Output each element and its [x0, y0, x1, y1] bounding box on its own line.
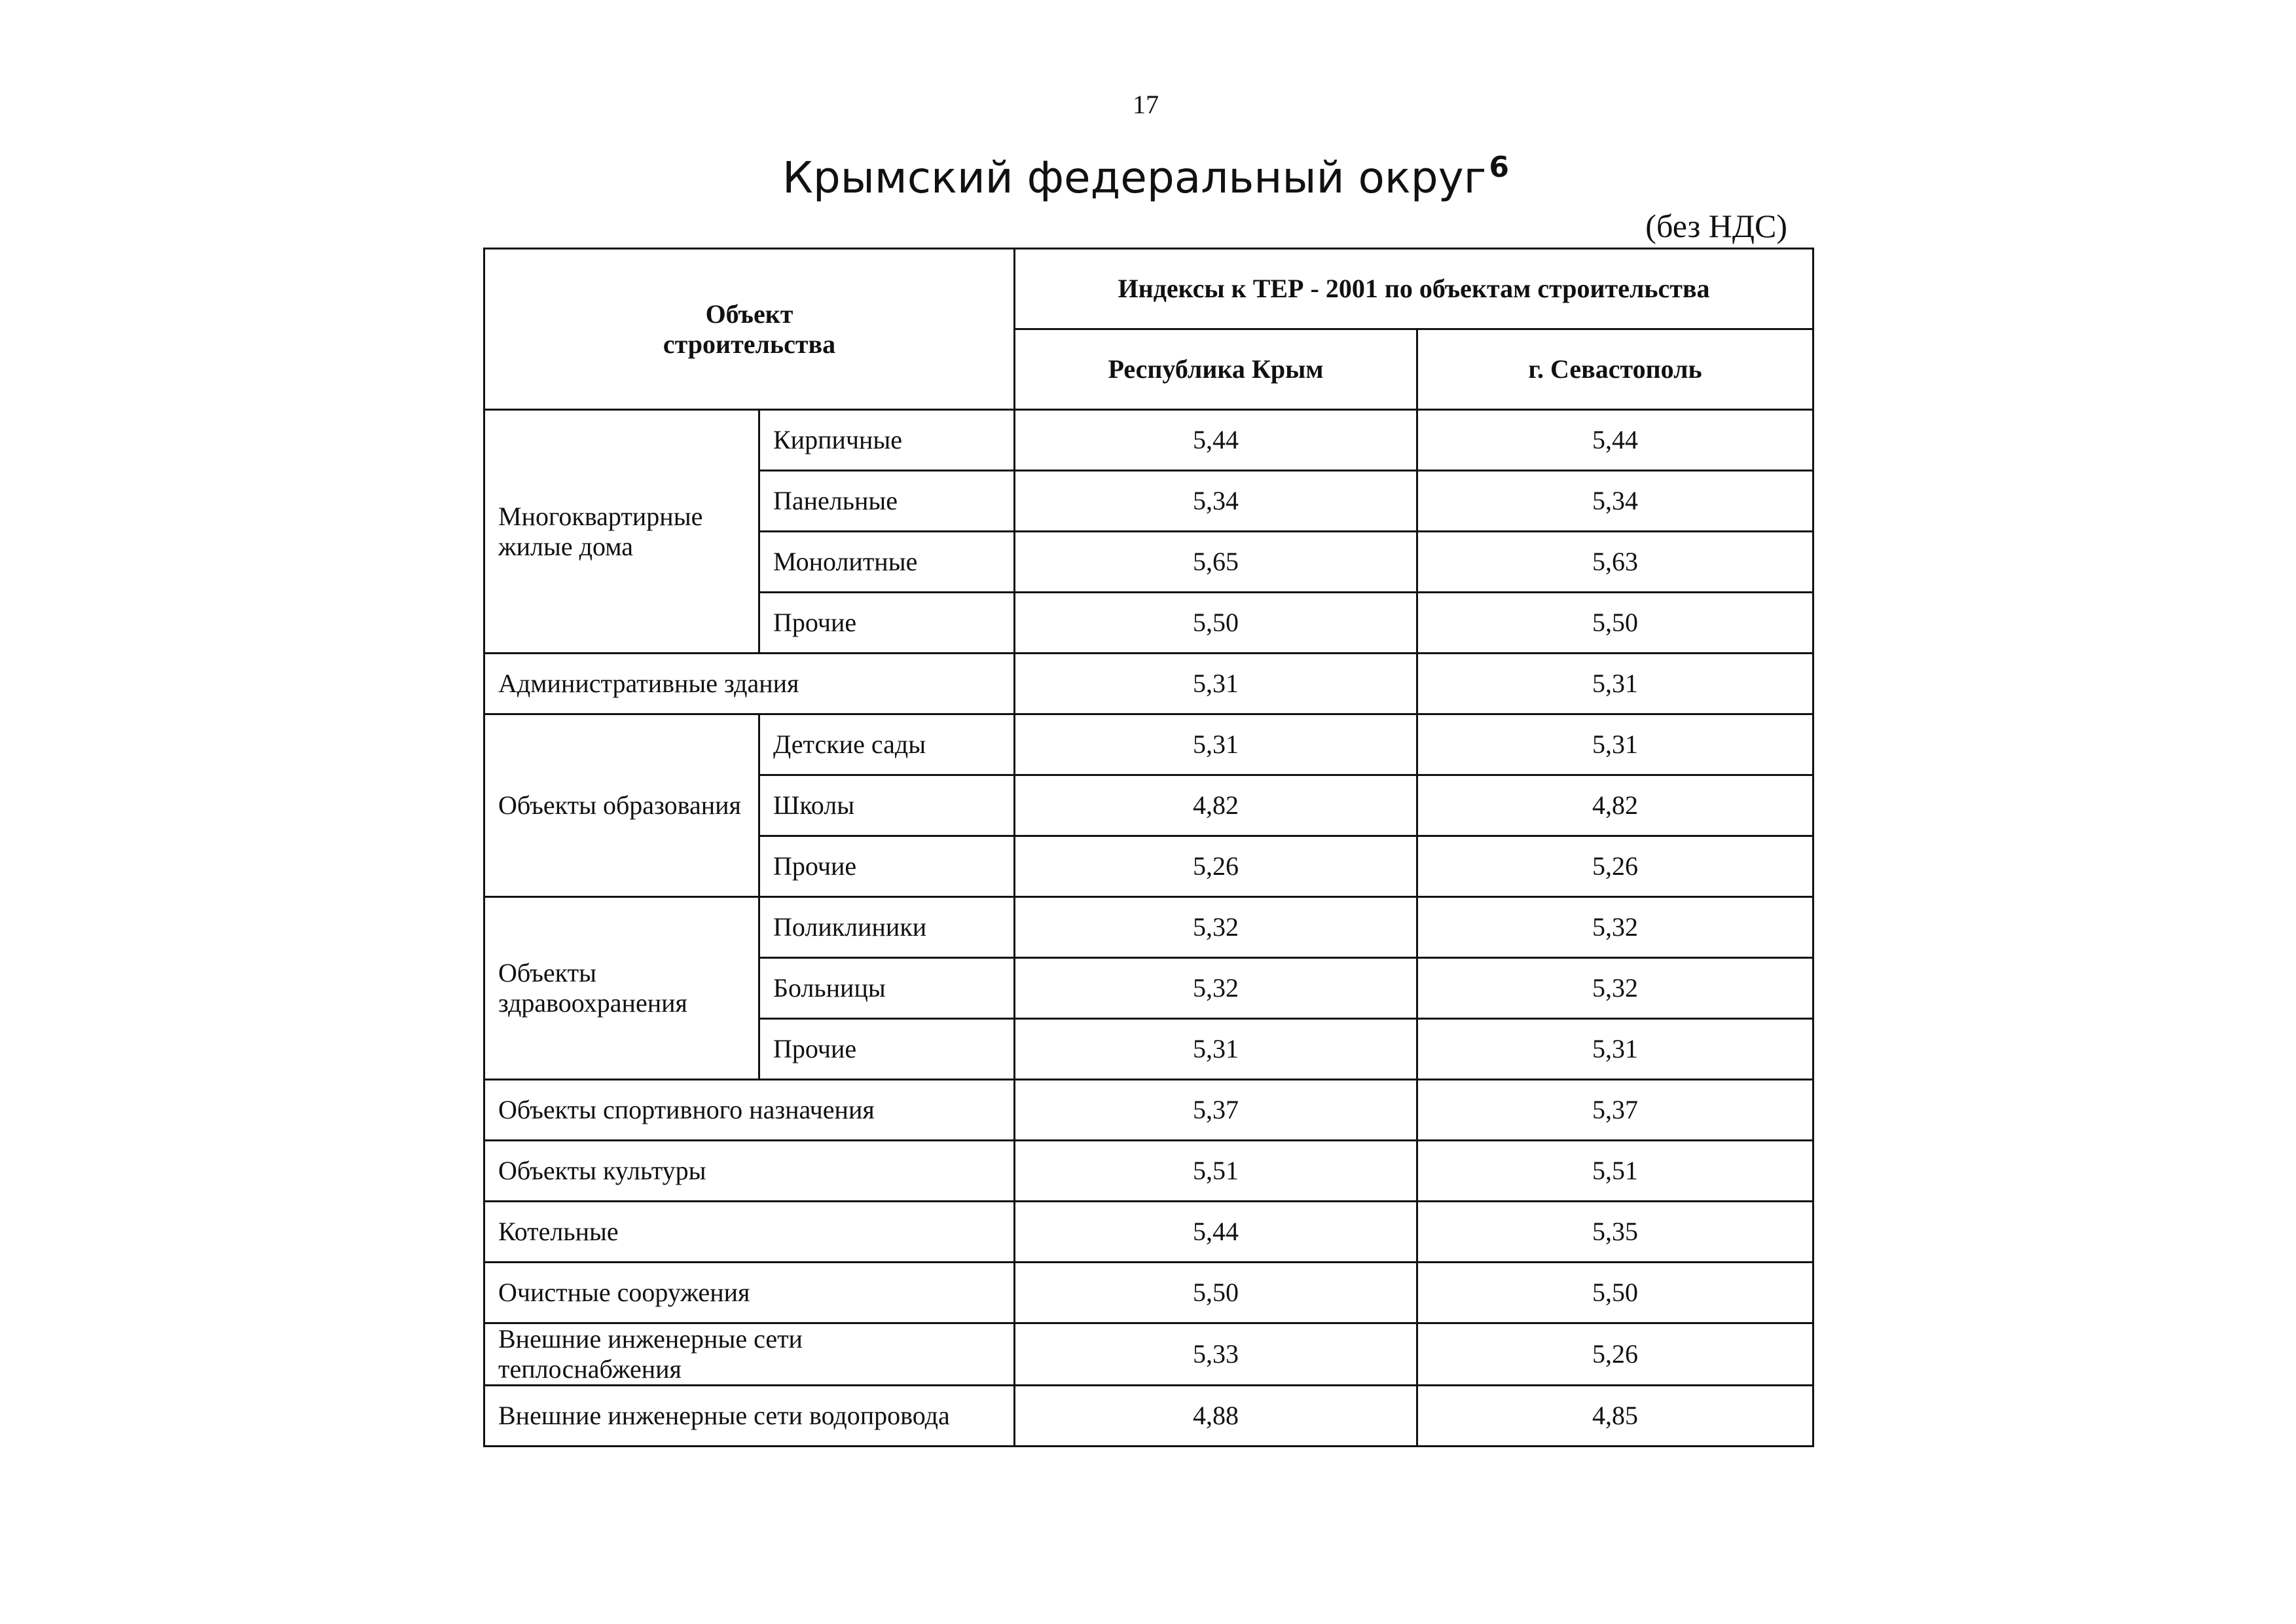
row-name: Школы — [759, 775, 1015, 836]
table-row — [484, 1263, 1813, 1323]
row-name: Котельные — [484, 1202, 1015, 1263]
row-name: Кирпичные — [759, 410, 1015, 471]
value-crimea: 5,31 — [1015, 654, 1417, 714]
value-crimea: 5,50 — [1015, 1263, 1417, 1323]
row-name: Прочие — [759, 1019, 1015, 1080]
row-name: Больницы — [759, 958, 1015, 1019]
value-sevastopol: 5,26 — [1417, 836, 1813, 897]
row-name: Детские сады — [759, 714, 1015, 775]
value-sevastopol: 5,31 — [1417, 1019, 1813, 1080]
value-sevastopol: 4,82 — [1417, 775, 1813, 836]
value-sevastopol: 5,31 — [1417, 714, 1813, 775]
value-sevastopol: 5,63 — [1417, 532, 1813, 593]
title-text: Крымский федеральный округ — [782, 153, 1487, 203]
vat-note: (без НДС) — [1645, 208, 1787, 244]
value-sevastopol: 5,37 — [1417, 1080, 1813, 1141]
value-crimea: 5,44 — [1015, 1202, 1417, 1263]
row-name: Объекты спортивного назначения — [484, 1080, 1015, 1141]
sevastopol-column-header: г. Севастополь — [1417, 329, 1813, 410]
value-crimea: 5,34 — [1015, 471, 1417, 532]
value-crimea: 4,88 — [1015, 1386, 1417, 1447]
value-sevastopol: 5,31 — [1417, 654, 1813, 714]
header-row-1 — [484, 249, 1813, 329]
index-table — [483, 248, 1814, 1447]
value-sevastopol: 5,50 — [1417, 593, 1813, 654]
row-name: Прочие — [759, 836, 1015, 897]
group-label-education: Объекты образования — [484, 714, 759, 897]
page-number: 17 — [1133, 90, 1159, 119]
group-label-apartment: Многоквартирные жилые дома — [484, 410, 759, 654]
value-sevastopol: 5,34 — [1417, 471, 1813, 532]
row-name: Очистные сооружения — [484, 1263, 1015, 1323]
row-name: Монолитные — [759, 532, 1015, 593]
table-row — [484, 714, 1813, 775]
page-title — [720, 151, 1571, 203]
value-sevastopol: 5,51 — [1417, 1141, 1813, 1202]
value-sevastopol: 5,26 — [1417, 1323, 1813, 1386]
value-sevastopol: 5,35 — [1417, 1202, 1813, 1263]
row-name: Административные здания — [484, 654, 1015, 714]
value-crimea: 5,32 — [1015, 958, 1417, 1019]
row-name: Панельные — [759, 471, 1015, 532]
row-name: Объекты культуры — [484, 1141, 1015, 1202]
value-sevastopol: 5,32 — [1417, 958, 1813, 1019]
row-name: Поликлиники — [759, 897, 1015, 958]
table-row — [484, 410, 1813, 471]
crimea-column-header: Республика Крым — [1015, 329, 1417, 410]
row-name: Прочие — [759, 593, 1015, 654]
table-row — [484, 654, 1813, 714]
object-column-header: Объект строительства — [484, 249, 1015, 410]
table-row — [484, 1080, 1813, 1141]
table-row — [484, 1386, 1813, 1447]
value-crimea: 5,31 — [1015, 1019, 1417, 1080]
row-name: Внешние инженерные сети водопровода — [484, 1386, 1015, 1447]
value-sevastopol: 5,44 — [1417, 410, 1813, 471]
value-sevastopol: 5,50 — [1417, 1263, 1813, 1323]
table-row — [484, 1323, 1813, 1386]
value-crimea: 5,65 — [1015, 532, 1417, 593]
value-crimea: 5,44 — [1015, 410, 1417, 471]
value-crimea: 5,50 — [1015, 593, 1417, 654]
table-row — [484, 1141, 1813, 1202]
value-crimea: 5,31 — [1015, 714, 1417, 775]
value-crimea: 5,32 — [1015, 897, 1417, 958]
value-crimea: 4,82 — [1015, 775, 1417, 836]
value-crimea: 5,37 — [1015, 1080, 1417, 1141]
table-row — [484, 1202, 1813, 1263]
indices-header: Индексы к ТЕР - 2001 по объектам строительства — [1015, 249, 1813, 329]
value-crimea: 5,33 — [1015, 1323, 1417, 1386]
group-label-healthcare: Объекты здравоохранения — [484, 897, 759, 1080]
value-sevastopol: 5,32 — [1417, 897, 1813, 958]
value-crimea: 5,51 — [1015, 1141, 1417, 1202]
value-sevastopol: 4,85 — [1417, 1386, 1813, 1447]
footnote-mark: 6 — [1489, 151, 1509, 184]
row-name: Внешние инженерные сети теплоснабжения — [484, 1323, 1015, 1386]
value-crimea: 5,26 — [1015, 836, 1417, 897]
table-row — [484, 897, 1813, 958]
